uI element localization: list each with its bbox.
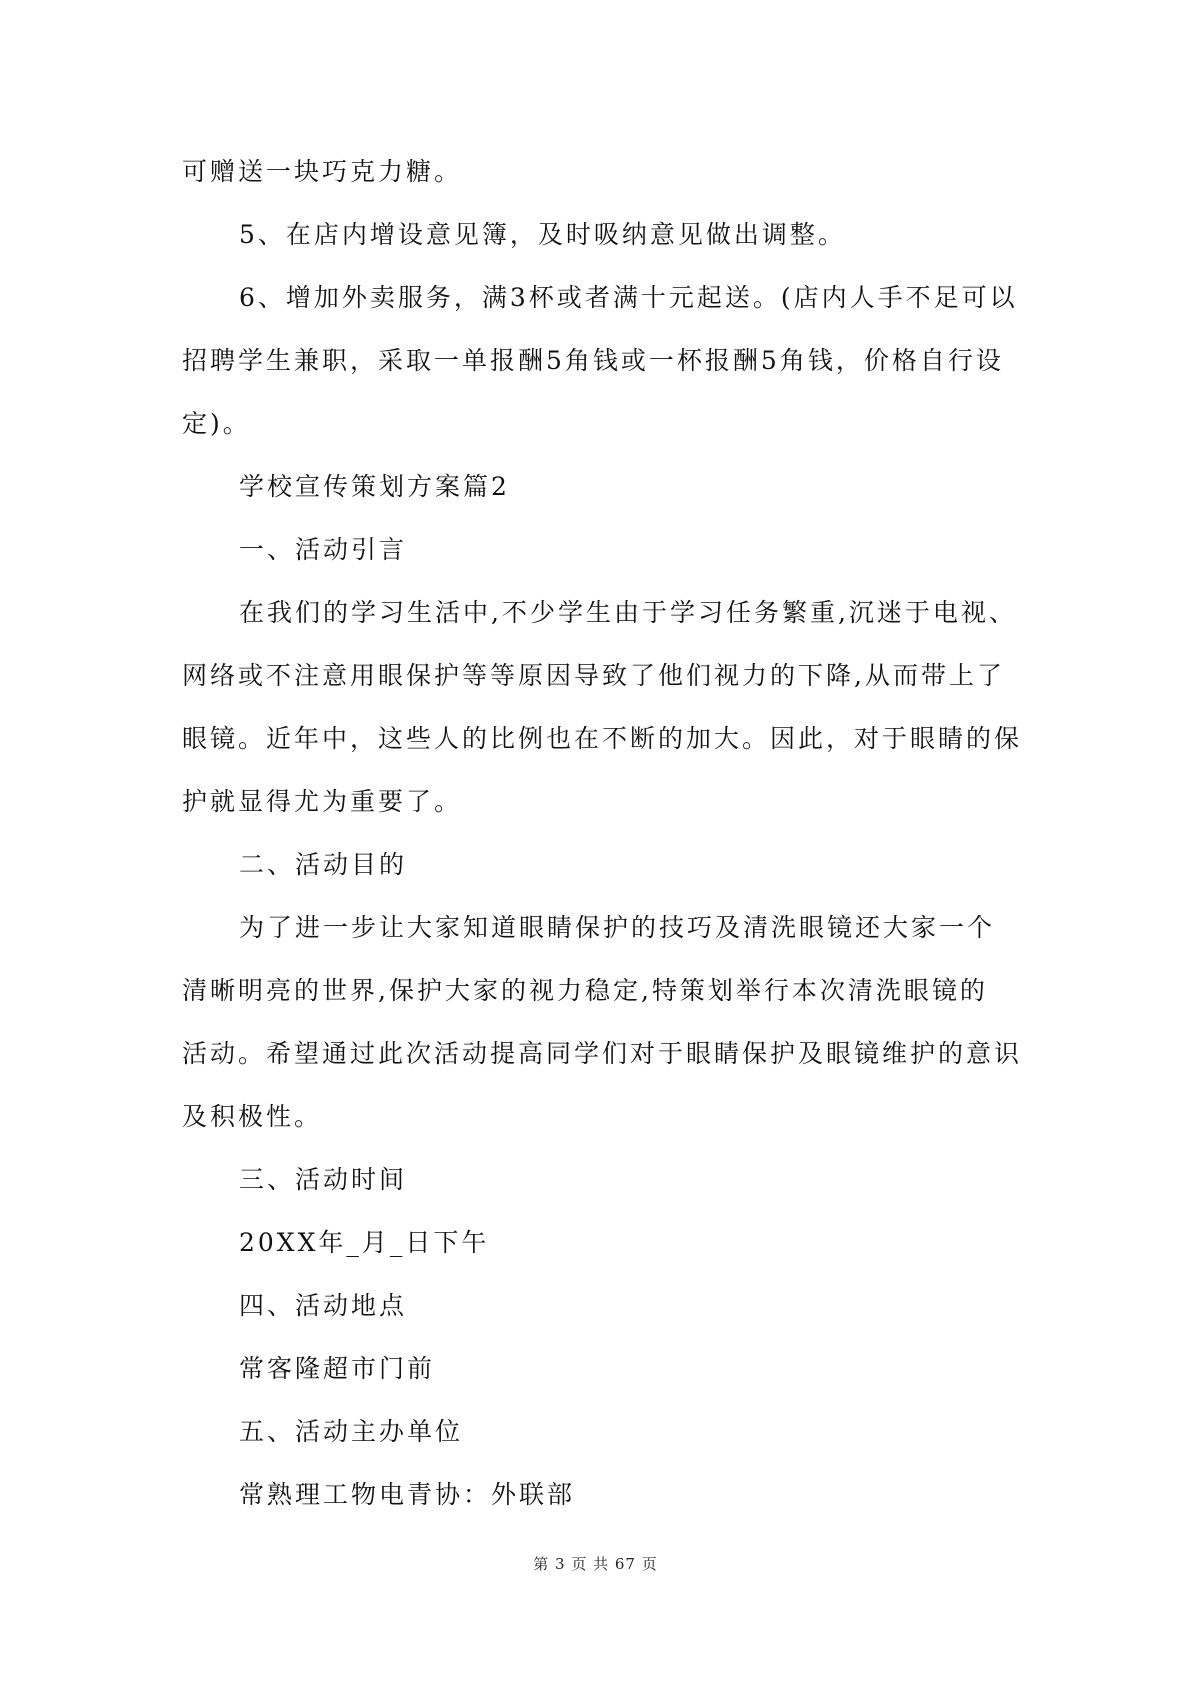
heading-time: 三、活动时间 bbox=[239, 1165, 408, 1194]
event-time: 20XX年_月_日下午 bbox=[239, 1228, 490, 1257]
paragraph-line: 清晰明亮的世界,保护大家的视力稳定,特策划举行本次清洗眼镜的 bbox=[182, 976, 988, 1005]
event-organizer: 常熟理工物电青协：外联部 bbox=[239, 1480, 576, 1509]
paragraph-line: 在我们的学习生活中,不少学生由于学习任务繁重,沉迷于电视、 bbox=[239, 598, 1017, 627]
heading-location: 四、活动地点 bbox=[239, 1291, 408, 1320]
heading-organizer: 五、活动主办单位 bbox=[239, 1417, 464, 1446]
heading-introduction: 一、活动引言 bbox=[239, 535, 408, 564]
list-item-6: 6、增加外卖服务，满3杯或者满十元起送。(店内人手不足可以 bbox=[239, 283, 1018, 312]
page-number: 第 3 页 共 67 页 bbox=[533, 1555, 658, 1573]
list-item-5: 5、在店内增设意见簿，及时吸纳意见做出调整。 bbox=[239, 220, 846, 249]
document-body bbox=[182, 140, 1023, 1526]
paragraph-line: 活动。希望通过此次活动提高同学们对于眼睛保护及眼镜维护的意识 bbox=[182, 1039, 1023, 1068]
paragraph-line: 招聘学生兼职，采取一单报酬5角钱或一杯报酬5角钱，价格自行设 bbox=[182, 346, 1004, 375]
paragraph-line: 为了进一步让大家知道眼睛保护的技巧及清洗眼镜还大家一个 bbox=[239, 913, 996, 942]
paragraph-line: 眼镜。近年中，这些人的比例也在不断的加大。因此，对于眼睛的保 bbox=[182, 724, 1023, 753]
paragraph-line: 可赠送一块巧克力糖。 bbox=[182, 157, 463, 186]
paragraph-line: 护就显得尤为重要了。 bbox=[182, 787, 463, 816]
paragraph-line: 定)。 bbox=[182, 409, 251, 438]
paragraph-line: 网络或不注意用眼保护等等原因导致了他们视力的下降,从而带上了 bbox=[182, 661, 1005, 690]
heading-purpose: 二、活动目的 bbox=[239, 850, 408, 879]
section-title: 学校宣传策划方案篇2 bbox=[239, 472, 510, 501]
paragraph-line: 及积极性。 bbox=[182, 1102, 323, 1131]
event-location: 常客隆超市门前 bbox=[239, 1354, 436, 1383]
